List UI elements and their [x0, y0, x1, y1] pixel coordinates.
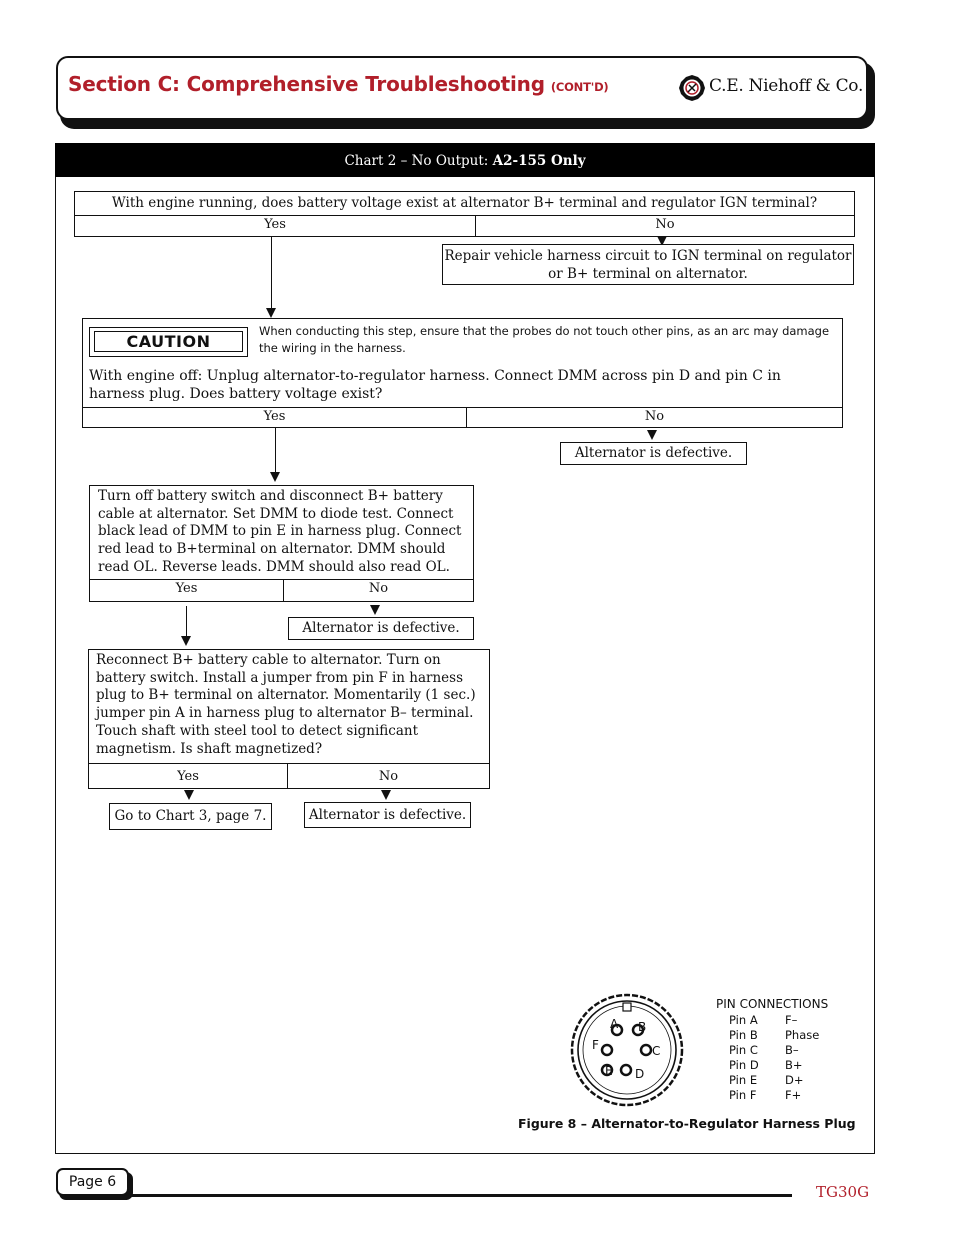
document-id: TG30G	[816, 1183, 870, 1201]
pin-row: Pin C B–	[729, 1043, 799, 1057]
q1-yes-arrow-icon	[266, 308, 276, 318]
q1-no-result: Repair vehicle harness circuit to IGN terminal on regulator or B+ terminal on alternator.	[442, 244, 854, 285]
footer-rule	[128, 1194, 792, 1197]
q1-question: With engine running, does battery voltage exist at alternator B+ terminal and regulator IGN terminal?	[74, 191, 855, 216]
q4-no-result: Alternator is defective.	[304, 802, 471, 828]
pin-c-socket	[641, 1045, 651, 1055]
page-number: Page 6	[56, 1168, 129, 1196]
q4-no-arrow-icon	[381, 790, 391, 800]
chart-title-bold: A2-155 Only	[492, 153, 586, 169]
pin-connections-table	[729, 1013, 819, 1103]
company-name: C.E. Niehoff & Co.	[709, 76, 864, 96]
q2-no-result: Alternator is defective.	[560, 442, 747, 465]
section-title-text: Section C: Comprehensive Troubleshooting	[68, 72, 545, 96]
pin-row: Pin E D+	[729, 1073, 804, 1087]
q4-yes-result: Go to Chart 3, page 7.	[109, 803, 272, 830]
plug-label-d: D	[635, 1067, 645, 1081]
q2-yes: Yes	[82, 407, 467, 428]
q2-no-arrow-icon	[647, 430, 657, 440]
pin-connections-heading: PIN CONNECTIONS	[716, 997, 829, 1011]
chart-title-prefix: Chart 2 – No Output:	[344, 153, 493, 169]
q2-no: No	[466, 407, 843, 428]
section-title-suffix: (CONT'D)	[550, 80, 609, 94]
company-logo-icon	[678, 74, 706, 102]
caution-text: When conducting this step, ensure that the probes do not touch other pins, as an arc may damage the wiring in the harness.	[259, 324, 830, 355]
caution-label: CAUTION	[94, 331, 243, 352]
q1-no: No	[475, 215, 855, 237]
plug-label-c: C	[652, 1044, 661, 1058]
plug-label-e: E	[605, 1064, 613, 1078]
q1-yes-line	[271, 237, 272, 309]
q2-yes-arrow-icon	[270, 472, 280, 482]
section-title	[68, 72, 608, 96]
plug-label-a: A	[610, 1017, 619, 1031]
pin-d-socket	[621, 1065, 631, 1075]
q3-no: No	[283, 579, 474, 602]
q4-yes: Yes	[88, 763, 288, 789]
q2-question: With engine off: Unplug alternator-to-regulator harness. Connect DMM across pin D and pin C in harness plug. Does battery voltage exist?	[89, 368, 781, 402]
pin-row: Pin D B+	[729, 1058, 803, 1072]
q3-yes-line	[186, 606, 187, 637]
pin-f-socket	[602, 1045, 612, 1055]
q4-yes-arrow-icon	[184, 790, 194, 800]
q3-yes: Yes	[89, 579, 284, 602]
q3-no-arrow-icon	[370, 605, 380, 615]
chart-title-bar	[55, 143, 875, 177]
q1-yes: Yes	[74, 215, 476, 237]
harness-plug-diagram	[568, 993, 686, 1107]
plug-label-f: F	[592, 1038, 599, 1052]
q4-question: Reconnect B+ battery cable to alternator. Turn on battery switch. Install a jumper from pin F in harness plug to B+ terminal on alternator. Momentarily (1 sec.) jumper pin A in harness plug to alternator B– terminal. Touch shaft with steel tool to detect significant magnetism. Is shaft magnetized?	[88, 649, 490, 764]
q3-yes-arrow-icon	[181, 636, 191, 646]
figure-caption: Figure 8 – Alternator-to-Regulator Harness Plug	[518, 1116, 856, 1131]
pin-row: Pin A F–	[729, 1013, 798, 1027]
pin-row: Pin B Phase	[729, 1028, 820, 1042]
q4-no: No	[287, 763, 490, 789]
q3-no-result: Alternator is defective.	[288, 617, 474, 640]
q3-question: Turn off battery switch and disconnect B+ battery cable at alternator. Set DMM to diode test. Connect black lead of DMM to pin E in harness plug. Connect red lead to B+terminal on alternator. DMM should read OL. Reverse leads. DMM should also read OL.	[89, 485, 474, 580]
q2-yes-line	[275, 428, 276, 472]
plug-label-b: B	[638, 1020, 647, 1034]
pin-row: Pin F F+	[729, 1088, 802, 1102]
